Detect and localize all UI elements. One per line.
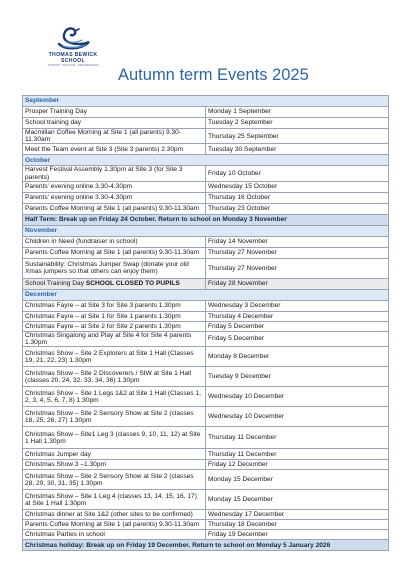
event-row	[23, 107, 389, 118]
holiday-banner: Christmas holiday: Break up on Friday 19 December. Return to school on Monday 5 January 2026	[23, 540, 389, 551]
holiday-banner-row	[23, 540, 389, 551]
event-date: Thursday 4 December	[206, 311, 389, 321]
event-description	[23, 118, 206, 129]
event-row	[23, 490, 389, 510]
closed-notice: SCHOOL CLOSED TO PUPILS	[85, 280, 180, 288]
month-heading: December	[23, 289, 389, 300]
event-date: Thursday 23 October	[206, 203, 389, 214]
event-row	[23, 321, 389, 331]
event-text: Harvest Festival Assembly 1.30pm at Site 3 (for Site 3 parents)	[25, 166, 183, 181]
event-text: Macmillan Coffee Morning at Site 1 (all parents) 9.30-11.30am	[25, 129, 182, 144]
month-heading: November	[23, 225, 389, 236]
event-date: Wednesday 10 December	[206, 407, 389, 427]
event-date: Monday 15 December	[206, 470, 389, 490]
event-date: Friday 5 December	[206, 331, 389, 346]
event-date: Friday 19 December	[206, 530, 389, 540]
event-description	[23, 300, 206, 311]
event-row	[23, 520, 389, 530]
event-date: Friday 5 December	[206, 321, 389, 331]
page-title: Autumn term Events 2025	[118, 66, 309, 84]
event-text: Christmas Fayre – at Site 1 for Site 1 parents 1.30pm	[25, 312, 181, 320]
event-date: Friday 28 November	[206, 278, 389, 289]
event-row	[23, 166, 389, 181]
event-text: Christmas Show – Site 2 Explorers at Site 1 Hall (Classes 19, 21, 22, 23) 1.30pm	[25, 349, 194, 364]
event-row	[23, 449, 389, 460]
event-date: Thursday 11 December	[206, 427, 389, 449]
event-date: Friday 10 October	[206, 166, 389, 181]
event-text: Sustainability: Christmas Jumper Swap (donate your old Xmas jumpers so that others can enjoy them)	[25, 261, 189, 276]
event-date: Thursday 18 December	[206, 520, 389, 530]
event-row	[23, 278, 389, 289]
event-date: Wednesday 10 December	[206, 387, 389, 407]
event-description	[23, 107, 206, 118]
event-date: Thursday 16 October	[206, 192, 389, 203]
event-row	[23, 331, 389, 346]
event-description	[23, 347, 206, 367]
event-row	[23, 118, 389, 129]
event-row	[23, 192, 389, 203]
event-date: Thursday 25 September	[206, 129, 389, 144]
event-row	[23, 181, 389, 192]
event-description	[23, 331, 206, 346]
event-date: Tuesday 30 September	[206, 144, 389, 155]
event-text: Parents’ evening online 3.30-4.30pm	[25, 183, 133, 191]
event-description	[23, 520, 206, 530]
event-row	[23, 530, 389, 540]
school-logo	[40, 22, 106, 68]
event-text: Christmas dinner at Site 1&2 (other sites to be confirmed)	[25, 511, 193, 519]
event-row	[23, 144, 389, 155]
events-table	[22, 95, 389, 551]
event-text: Christmas Fayre – at Site 3 for Site 3 parents 1.30pm	[25, 302, 181, 310]
event-text: School training day	[25, 119, 82, 127]
month-section-row	[23, 225, 389, 236]
event-text: Parents’ evening online 3.30-4.30pm	[25, 194, 133, 202]
event-text: Christmas Fayre – at Site 2 for Site 2 parents 1.30pm	[25, 322, 181, 330]
event-date: Thursday 27 November	[206, 258, 389, 278]
event-text: School Training Day	[25, 280, 86, 288]
event-text: Children in Need (fundraiser in school)	[25, 238, 138, 246]
event-description	[23, 470, 206, 490]
event-description	[23, 278, 206, 289]
event-text: Christmas Show 3 –1.30pm	[25, 461, 106, 469]
event-text: Parents Coffee Morning at Site 1 (all parents) 9.30-11.30am	[25, 521, 200, 529]
event-description	[23, 490, 206, 510]
event-text: Christmas Show – Site 1 Leg 4 (classes 13, 14, 15, 16, 17) at Site 1 Hall 1.30pm	[25, 492, 197, 507]
event-row	[23, 203, 389, 214]
event-date: Tuesday 9 December	[206, 367, 389, 387]
event-description	[23, 166, 206, 181]
event-row	[23, 300, 389, 311]
event-row	[23, 427, 389, 449]
event-row	[23, 247, 389, 258]
event-row	[23, 460, 389, 470]
event-text: Christmas Show – Site 2 Discoverers / SIW at Site 1 Hall (classes 20, 24, 32, 33, 34, 36) 1.30pm	[25, 369, 191, 384]
event-date: Monday 15 December	[206, 490, 389, 510]
holiday-banner: Half Term: Break up on Friday 24 October. Return to school on Monday 3 November	[23, 214, 389, 225]
event-text: Christmas Singalong and Play at Site 4 for Site 4 parents 1.30pm	[25, 331, 192, 347]
event-description	[23, 510, 206, 520]
event-text: Parents Coffee Morning at Site 1 (all parents) 9.30-11.30am	[25, 249, 200, 257]
event-date: Thursday 27 November	[206, 247, 389, 258]
event-text: Christmas Show – Site 2 Sensory Show at Site 2 (classes 18, 25, 26, 27) 1.30pm	[25, 409, 194, 424]
event-description	[23, 321, 206, 331]
event-row	[23, 407, 389, 427]
event-text: Christmas Show – Site1 Leg 3 (classes 9, 10, 11, 12) at Site 1 Hall 1.30pm	[25, 430, 201, 445]
event-description	[23, 258, 206, 278]
event-date: Tuesday 2 September	[206, 118, 389, 129]
event-text: Christmas Parties in school	[25, 531, 105, 539]
event-row	[23, 470, 389, 490]
event-description	[23, 530, 206, 540]
event-description	[23, 247, 206, 258]
event-date: Monday 8 December	[206, 347, 389, 367]
month-section-row	[23, 155, 389, 166]
event-description	[23, 203, 206, 214]
event-description	[23, 427, 206, 449]
event-text: Parents Coffee Morning at Site 1 (all parents) 9.30-11.30am	[25, 205, 200, 213]
event-date: Wednesday 15 October	[206, 181, 389, 192]
event-description	[23, 311, 206, 321]
month-section-row	[23, 96, 389, 107]
school-name-line1: THOMAS BEWICK	[48, 52, 98, 58]
event-text: Christmas Show – Site 1 Legs 1&2 at Site 1 Hall (Classes 1, 2, 3, 4, 5, 6, 7, 8) 1.30pm	[25, 389, 201, 404]
month-heading: October	[23, 155, 389, 166]
event-row	[23, 387, 389, 407]
event-description	[23, 129, 206, 144]
event-description	[23, 144, 206, 155]
swan-logo-icon	[51, 22, 95, 52]
event-description	[23, 192, 206, 203]
event-date: Wednesday 17 December	[206, 510, 389, 520]
event-description	[23, 181, 206, 192]
event-description	[23, 407, 206, 427]
event-date: Friday 12 December	[206, 460, 389, 470]
event-row	[23, 129, 389, 144]
event-row	[23, 510, 389, 520]
event-description	[23, 449, 206, 460]
month-heading: September	[23, 96, 389, 107]
event-description	[23, 236, 206, 247]
event-date: Friday 14 November	[206, 236, 389, 247]
event-date: Thursday 11 December	[206, 449, 389, 460]
event-row	[23, 347, 389, 367]
event-date: Wednesday 3 December	[206, 300, 389, 311]
page-header	[0, 0, 410, 92]
school-tagline: SUPPORT · PRACTICE · INDEPENDENCE	[47, 64, 99, 67]
event-text: Christmas Show – Site 2 Sensory Show at Site 2 (classes 28, 29, 30, 31, 35) 1.30pm	[25, 472, 194, 487]
event-text: Christmas Jumper day	[25, 450, 91, 458]
holiday-banner-row	[23, 214, 389, 225]
event-text: Meet the Team event at Site 3 (Site 3 parents) 2.30pm	[25, 145, 184, 153]
event-description	[23, 387, 206, 407]
event-description	[23, 460, 206, 470]
event-date: Monday 1 September	[206, 107, 389, 118]
event-description	[23, 367, 206, 387]
event-text: Prosper Training Day	[25, 108, 87, 116]
event-row	[23, 236, 389, 247]
event-row	[23, 258, 389, 278]
event-row	[23, 367, 389, 387]
month-section-row	[23, 289, 389, 300]
school-name-line2: SCHOOL	[61, 58, 85, 64]
event-row	[23, 311, 389, 321]
